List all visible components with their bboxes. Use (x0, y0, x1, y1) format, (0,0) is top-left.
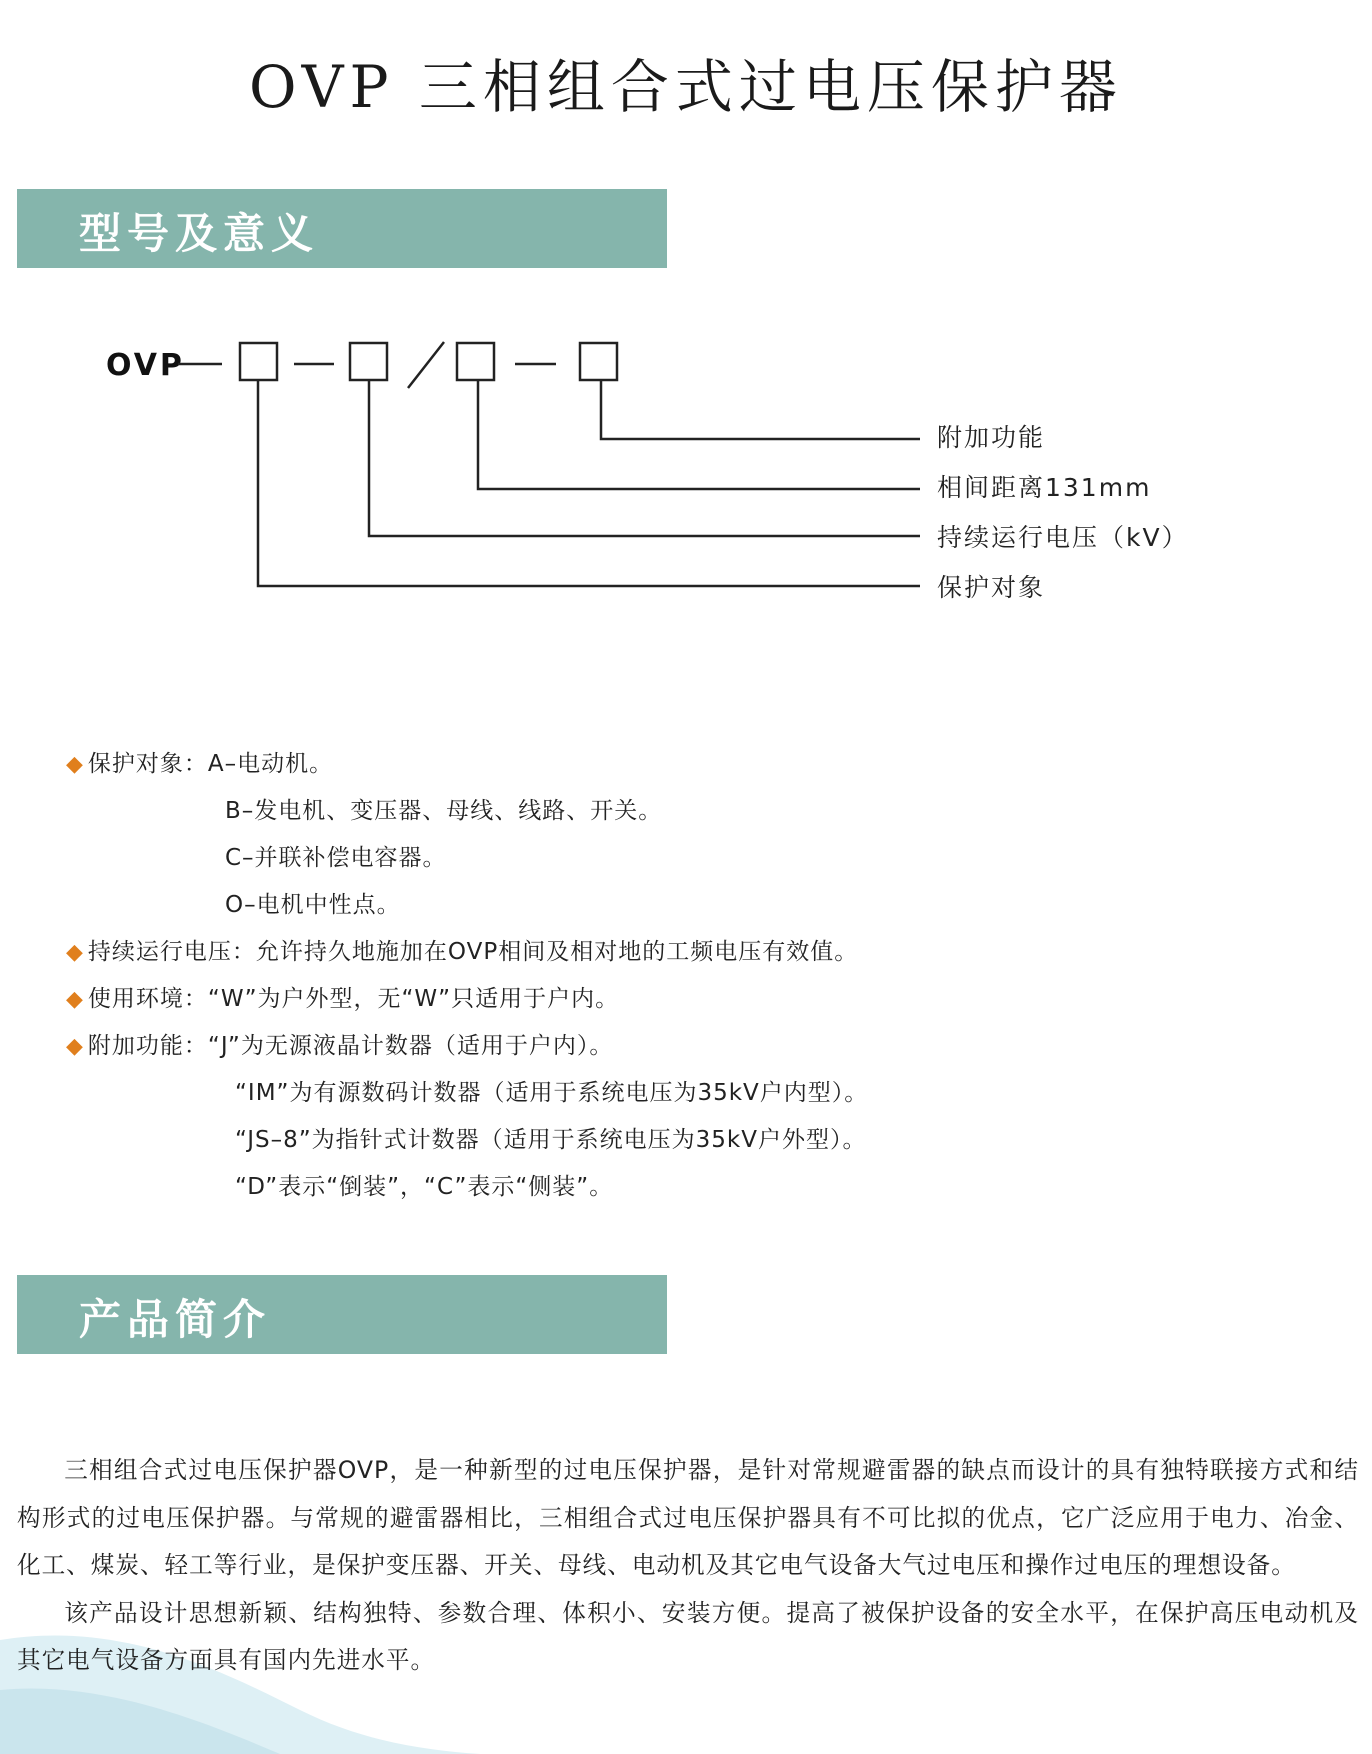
page-title: OVP 三相组合式过电压保护器 (249, 53, 1123, 121)
leader-phase-distance (478, 380, 920, 489)
diamond-bullet-icon: ◆ (66, 752, 84, 777)
intro-paragraph-1: 三相组合式过电压保护器OVP，是一种新型的过电压保护器，是针对常规避雷器的缺点而设计的具有独特联接方式和结构形式的过电压保护器。与常规的避雷器相比，三相组合式过电压保护器具有不可比拟的优点，它广泛应用于电力、冶金、化工、煤炭、轻工等行业，是保护变压器、开关、母线、电动机及其它电气设备大气过电压和操作过电压的理想设备。 (17, 1456, 1359, 1579)
note-function: ◆ 附加功能：“J”为无源液晶计数器（适用于户内）。 (66, 1033, 614, 1059)
diamond-bullet-icon: ◆ (66, 940, 84, 965)
note-function-im: “IM”为有源数码计数器（适用于系统电压为35kV户内型）。 (235, 1080, 869, 1106)
intro-paragraph-2: 该产品设计思想新颖、结构独特、参数合理、体积小、安装方便。提高了被保护设备的安全水平，在保护高压电动机及其它电气设备方面具有国内先进水平。 (17, 1598, 1359, 1674)
diagram-label-function: 附加功能 (937, 423, 1046, 452)
leader-voltage (369, 380, 920, 536)
slash (408, 342, 444, 388)
note-environment: ◆ 使用环境：“W”为户外型，无“W”只适用于户内。 (66, 986, 620, 1012)
diamond-bullet-icon: ◆ (66, 987, 84, 1012)
code-box-1 (240, 343, 277, 380)
section-header-intro (17, 1275, 667, 1354)
note-protect-o: O–电机中性点。 (225, 892, 401, 918)
model-prefix: OVP (106, 348, 185, 383)
diagram-label-distance: 相间距离131mm (937, 473, 1152, 502)
diagram-label-voltage: 持续运行电压（kV） (937, 523, 1189, 552)
section-title-intro: 产品简介 (79, 1295, 272, 1344)
note-protect-c: C–并联补偿电容器。 (225, 845, 447, 871)
diamond-bullet-icon: ◆ (66, 1034, 84, 1059)
code-box-3 (457, 343, 494, 380)
leader-protected-object (258, 380, 920, 586)
note-voltage: ◆ 持续运行电压：允许持久地施加在OVP相间及相对地的工频电压有效值。 (66, 939, 859, 965)
note-function-js8: “JS–8”为指针式计数器（适用于系统电压为35kV户外型）。 (235, 1127, 867, 1153)
intro-text (17, 1447, 1359, 1685)
diagram-label-object: 保护对象 (937, 573, 1046, 602)
section-title-model: 型号及意义 (79, 209, 320, 258)
note-function-dc: “D”表示“倒装”，“C”表示“侧装”。 (235, 1174, 614, 1200)
code-box-4 (580, 343, 617, 380)
model-code-diagram (0, 330, 1372, 620)
note-protect: ◆ 保护对象：A–电动机。 (66, 751, 334, 777)
section-header-model (17, 189, 667, 268)
code-box-2 (350, 343, 387, 380)
note-protect-b: B–发电机、变压器、母线、线路、开关。 (225, 798, 663, 824)
leader-additional-function (601, 380, 920, 439)
